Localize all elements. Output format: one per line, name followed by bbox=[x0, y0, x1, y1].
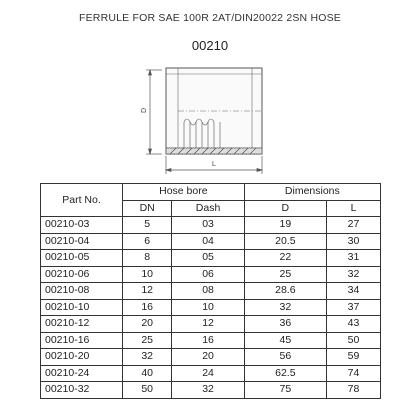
table-row bbox=[41, 332, 381, 349]
cell-d: 22 bbox=[244, 250, 326, 267]
cell-d: 45 bbox=[244, 332, 326, 349]
cell-dash: 04 bbox=[172, 233, 244, 250]
cell-l: 32 bbox=[326, 266, 380, 283]
cell-dn: 16 bbox=[123, 299, 172, 316]
cell-dash: 12 bbox=[172, 316, 244, 333]
table-header-row bbox=[41, 184, 381, 201]
table-row bbox=[41, 382, 381, 399]
table-row bbox=[41, 299, 381, 316]
cell-d: 56 bbox=[244, 349, 326, 366]
header-dash: Dash bbox=[172, 200, 244, 217]
header-dimensions: Dimensions bbox=[244, 184, 380, 201]
cell-part-no: 00210-16 bbox=[41, 332, 123, 349]
cell-d: 20.5 bbox=[244, 233, 326, 250]
table-row bbox=[41, 266, 381, 283]
cell-l: 34 bbox=[326, 283, 380, 300]
cell-dash: 06 bbox=[172, 266, 244, 283]
cell-dn: 20 bbox=[123, 316, 172, 333]
cell-dn: 32 bbox=[123, 349, 172, 366]
cell-dn: 40 bbox=[123, 365, 172, 382]
table-row bbox=[41, 250, 381, 267]
table-row bbox=[41, 233, 381, 250]
cell-l: 27 bbox=[326, 217, 380, 234]
ferrule-drawing bbox=[140, 62, 280, 180]
table-row bbox=[41, 217, 381, 234]
table-row bbox=[41, 365, 381, 382]
cell-d: 25 bbox=[244, 266, 326, 283]
cell-l: 78 bbox=[326, 382, 380, 399]
cell-d: 36 bbox=[244, 316, 326, 333]
cell-part-no: 00210-05 bbox=[41, 250, 123, 267]
label-d: D bbox=[141, 107, 148, 113]
cell-dn: 10 bbox=[123, 266, 172, 283]
cell-dn: 5 bbox=[123, 217, 172, 234]
label-l: L bbox=[212, 161, 216, 168]
cell-dash: 03 bbox=[172, 217, 244, 234]
cell-dn: 8 bbox=[123, 250, 172, 267]
cell-l: 74 bbox=[326, 365, 380, 382]
table-row bbox=[41, 349, 381, 366]
cell-part-no: 00210-24 bbox=[41, 365, 123, 382]
cell-l: 30 bbox=[326, 233, 380, 250]
header-d: D bbox=[244, 200, 326, 217]
cell-l: 59 bbox=[326, 349, 380, 366]
cell-l: 37 bbox=[326, 299, 380, 316]
header-part-no: Part No. bbox=[41, 184, 123, 217]
cell-l: 50 bbox=[326, 332, 380, 349]
cell-l: 43 bbox=[326, 316, 380, 333]
cell-part-no: 00210-20 bbox=[41, 349, 123, 366]
document-title: FERRULE FOR SAE 100R 2AT/DIN20022 2SN HOSE bbox=[78, 12, 342, 24]
table-row bbox=[41, 283, 381, 300]
cell-part-no: 00210-12 bbox=[41, 316, 123, 333]
cell-part-no: 00210-03 bbox=[41, 217, 123, 234]
cell-dash: 20 bbox=[172, 349, 244, 366]
spec-table bbox=[40, 183, 381, 399]
part-code: 00210 bbox=[191, 38, 229, 53]
cell-part-no: 00210-08 bbox=[41, 283, 123, 300]
cell-dash: 32 bbox=[172, 382, 244, 399]
cell-part-no: 00210-06 bbox=[41, 266, 123, 283]
cell-dash: 24 bbox=[172, 365, 244, 382]
cell-d: 75 bbox=[244, 382, 326, 399]
cell-dash: 10 bbox=[172, 299, 244, 316]
cell-dash: 05 bbox=[172, 250, 244, 267]
cell-dn: 50 bbox=[123, 382, 172, 399]
ferrule-section-hatch bbox=[166, 148, 262, 154]
cell-dn: 25 bbox=[123, 332, 172, 349]
cell-dn: 6 bbox=[123, 233, 172, 250]
cell-dn: 12 bbox=[123, 283, 172, 300]
cell-part-no: 00210-04 bbox=[41, 233, 123, 250]
header-hose-bore: Hose bore bbox=[123, 184, 245, 201]
cell-dash: 08 bbox=[172, 283, 244, 300]
header-l: L bbox=[326, 200, 380, 217]
cell-d: 32 bbox=[244, 299, 326, 316]
dimension-d bbox=[146, 70, 162, 154]
cell-d: 28.6 bbox=[244, 283, 326, 300]
cell-dash: 16 bbox=[172, 332, 244, 349]
cell-d: 62.5 bbox=[244, 365, 326, 382]
cell-l: 31 bbox=[326, 250, 380, 267]
cell-part-no: 00210-10 bbox=[41, 299, 123, 316]
table-row bbox=[41, 316, 381, 333]
header-dn: DN bbox=[123, 200, 172, 217]
cell-d: 19 bbox=[244, 217, 326, 234]
cell-part-no: 00210-32 bbox=[41, 382, 123, 399]
